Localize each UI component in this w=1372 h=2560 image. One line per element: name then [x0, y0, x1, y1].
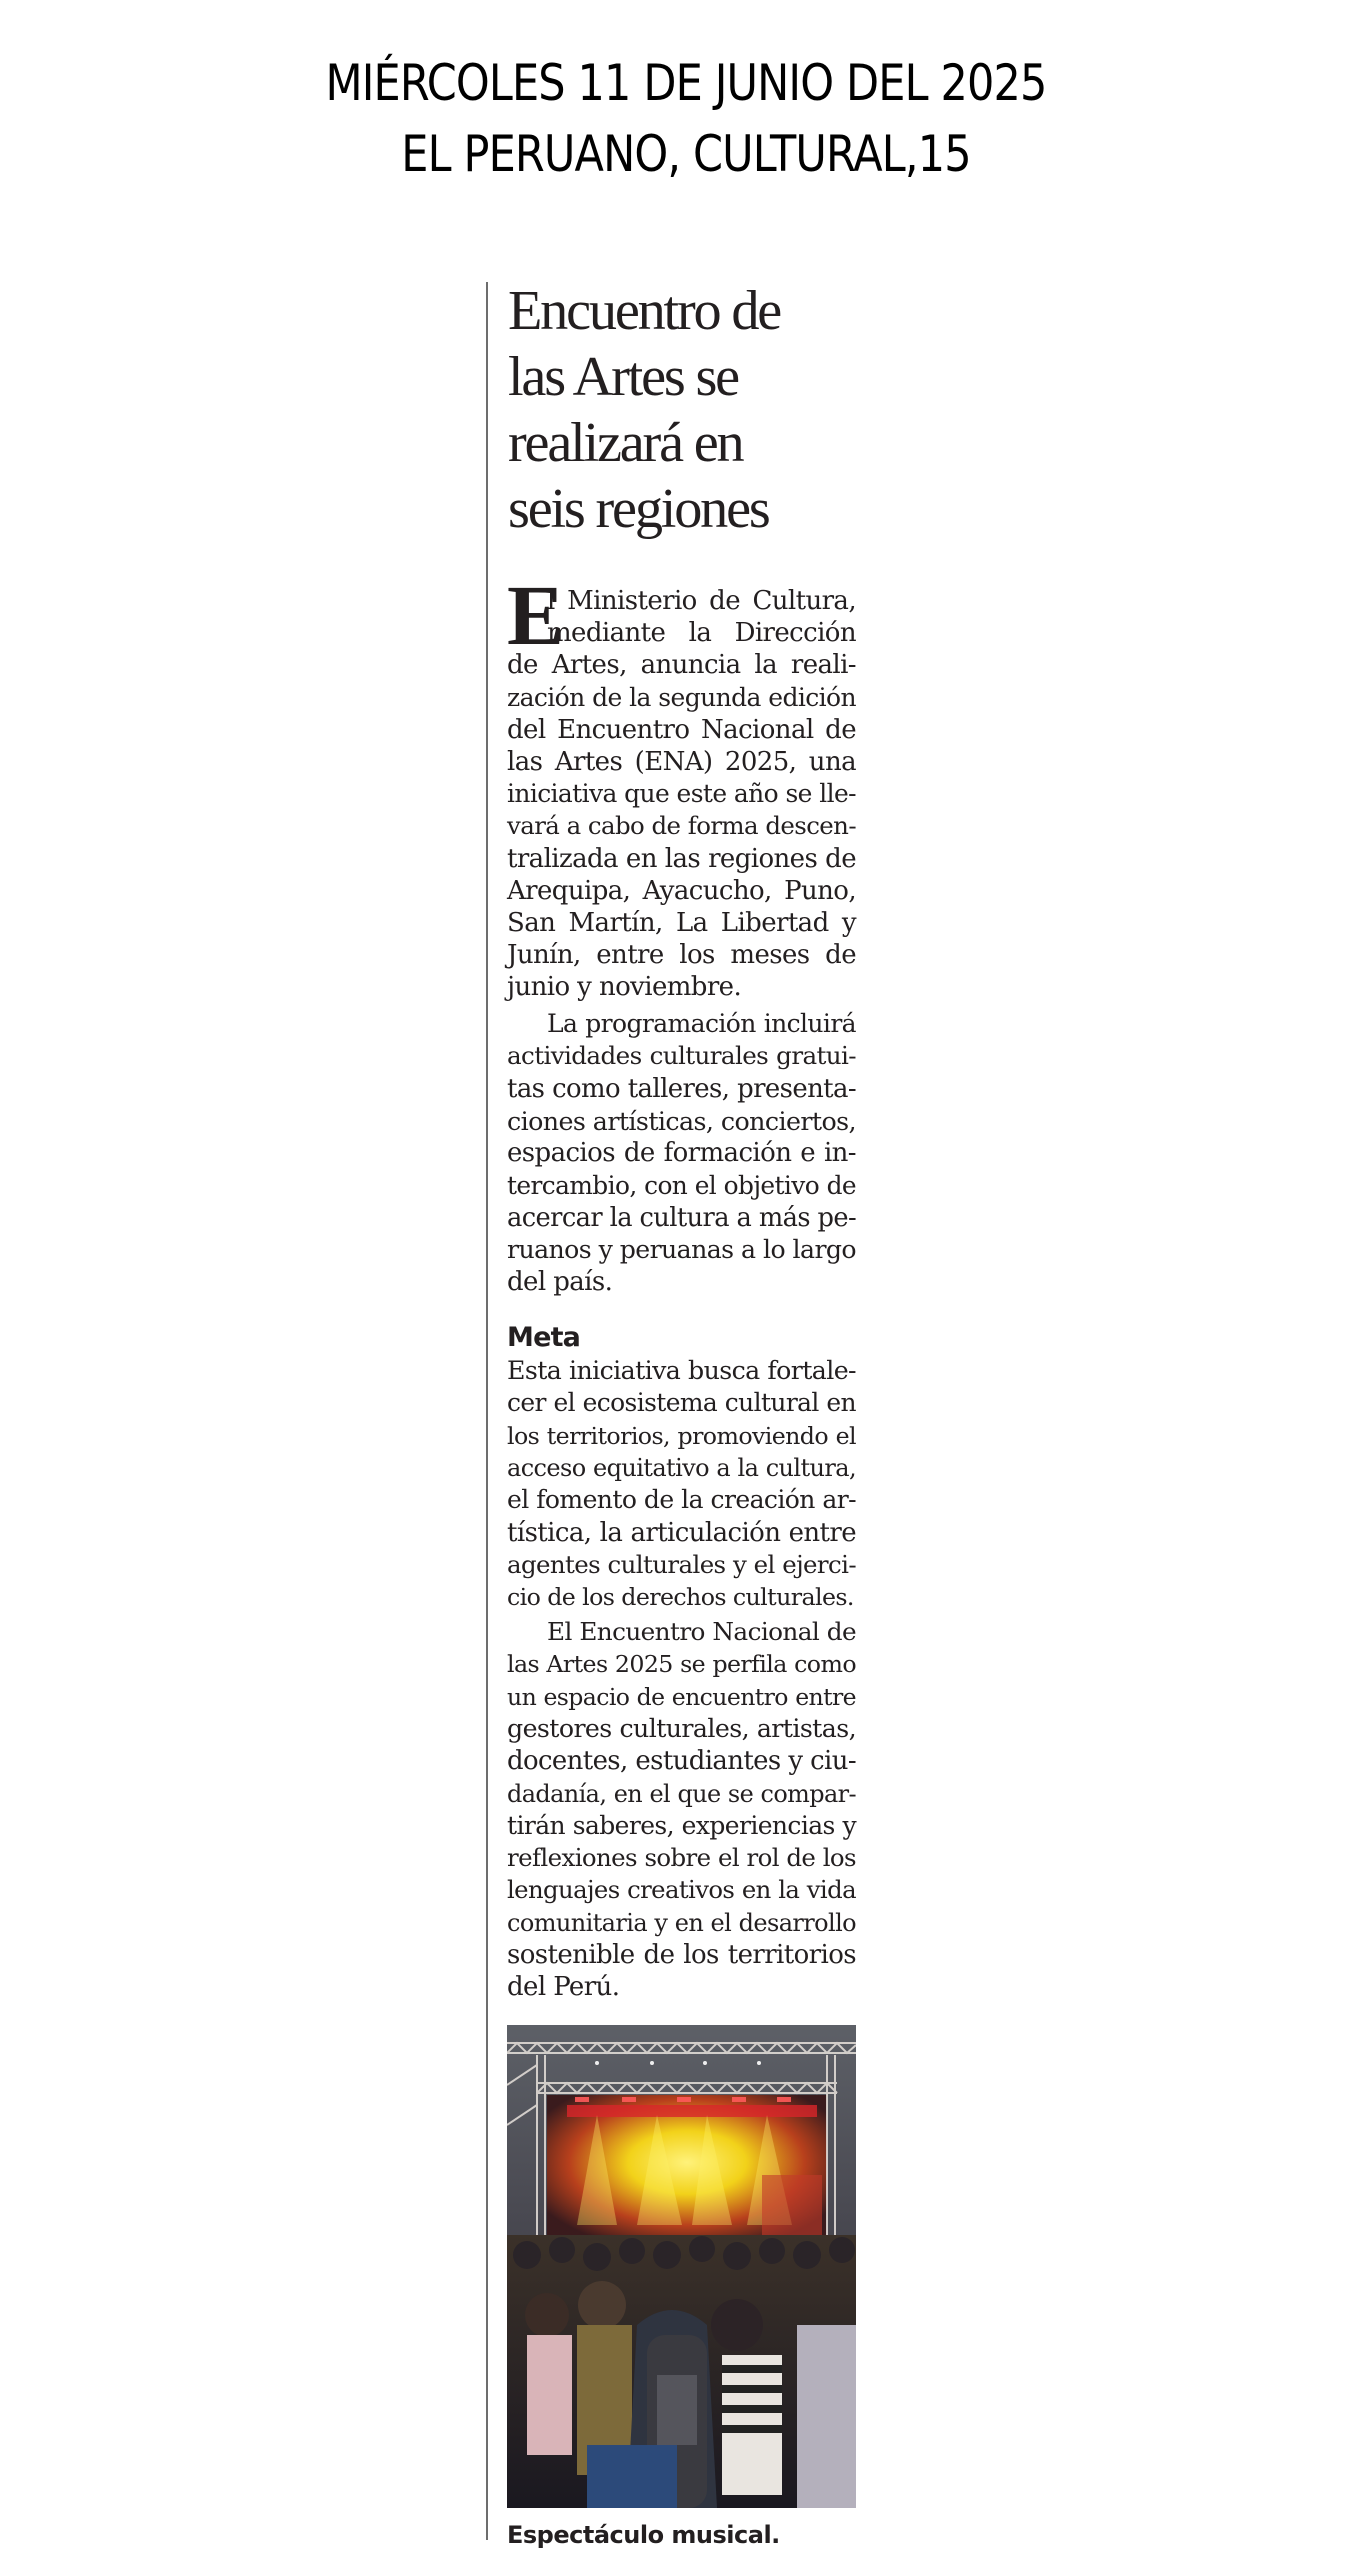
text-line: El Encuentro Nacional de: [547, 1617, 856, 1646]
text-line: ruanos y peruanas a lo largo: [507, 1235, 856, 1265]
text-line: docentes, estudiantes y ciu-: [507, 1746, 856, 1777]
text-line: del país.: [507, 1267, 613, 1298]
text-line: un espacio de encuentro entre: [507, 1682, 856, 1711]
text-line: La programación incluirá: [547, 1009, 856, 1038]
date-line: MIÉRCOLES 11 DE JUNIO DEL 2025: [325, 54, 1047, 112]
text-line: las Artes 2025 se perfila como: [507, 1650, 856, 1679]
column-divider: [486, 282, 488, 2540]
text-line: ciones artísticas, conciertos,: [507, 1105, 856, 1136]
text-line: tercambio, con el objetivo de: [507, 1170, 856, 1200]
text-line: el fomento de la creación ar-: [507, 1485, 856, 1515]
text-line: espacios de formación e in-: [507, 1138, 856, 1169]
subheading-meta: Meta: [507, 1322, 581, 1353]
text-line: tística, la articulación entre: [507, 1517, 856, 1548]
text-line: lenguajes creativos en la vida: [507, 1875, 856, 1905]
text-line: San Martín, La Libertad y: [507, 908, 856, 938]
concert-photo-icon: [507, 2025, 856, 2508]
text-line: acercar la cultura a más pe-: [507, 1202, 857, 1233]
text-line: gestores culturales, artistas,: [507, 1713, 856, 1743]
text-line: los territorios, promoviendo el: [507, 1421, 856, 1450]
text-line: l Ministerio de Cultura,: [547, 586, 856, 616]
source-line: EL PERUANO, CULTURAL,15: [401, 125, 971, 183]
page-header: [0, 48, 1372, 190]
text-line: del Encuentro Nacional de: [507, 714, 856, 745]
text-line: de Artes, anuncia la reali-: [507, 650, 856, 681]
text-line: cer el ecosistema cultural en: [507, 1388, 856, 1418]
text-line: acceso equitativo a la cultura,: [507, 1453, 856, 1482]
text-line: tirán saberes, experiencias y: [507, 1810, 856, 1840]
text-line: mediante la Dirección: [547, 618, 856, 649]
text-line: tas como talleres, presenta-: [507, 1073, 856, 1104]
text-line: actividades culturales gratui-: [507, 1041, 856, 1071]
concert-photo: [507, 2025, 856, 2508]
headline-line: realizará en: [508, 412, 743, 474]
headline-line: las Artes se: [508, 346, 738, 408]
text-line: las Artes (ENA) 2025, una: [507, 747, 856, 777]
text-line: zación de la segunda edición: [507, 682, 856, 712]
text-line: Esta iniciativa busca fortale-: [507, 1356, 856, 1385]
text-line: tralizada en las regiones de: [507, 843, 856, 874]
text-line: vará a cabo de forma descen-: [507, 811, 856, 841]
text-line: Junín, entre los meses de: [507, 940, 856, 971]
text-line: junio y noviembre.: [507, 972, 742, 1003]
drop-cap: E: [507, 567, 565, 663]
article-headline: [508, 278, 888, 542]
text-line: iniciativa que este año se lle-: [507, 779, 856, 809]
text-line: agentes culturales y el ejerci-: [507, 1549, 856, 1579]
headline-line: seis regiones: [508, 478, 769, 540]
text-line: del Perú.: [507, 1972, 620, 2003]
text-line: reflexiones sobre el rol de los: [507, 1843, 856, 1873]
headline-line: Encuentro de: [508, 280, 781, 342]
text-line: Arequipa, Ayacucho, Puno,: [507, 875, 856, 906]
text-line: cio de los derechos culturales.: [507, 1583, 854, 1612]
text-line: dadanía, en el que se compar-: [507, 1779, 856, 1808]
photo-caption: Espectáculo musical.: [507, 2521, 780, 2549]
text-line: comunitaria y en el desarrollo: [507, 1908, 856, 1937]
text-line: sostenible de los territorios: [507, 1940, 856, 1970]
